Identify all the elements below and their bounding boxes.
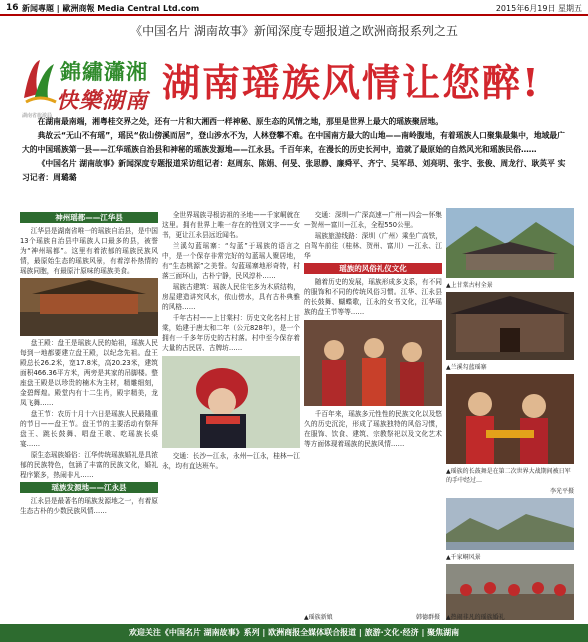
column-paragraph: 瑶族旅游线路：深圳（广州）乘坐广高铁，自驾车前往（桂林、贺州、富川）—江永、江华 xyxy=(304,232,442,260)
photo-credit: 韩德群摄 xyxy=(415,614,440,621)
section-heading-customs: 瑶族的风俗礼仪文化 xyxy=(304,263,442,274)
photo-caption: ▲瑶族新娘 xyxy=(304,614,333,621)
column-paragraph: 随着历史的发展，瑶族形成多支系，有不同的服饰和不同的传统风俗习惯。江华、江永县的长鼓舞、蝴蝶歌，江永的女书文化，江华瑶族的盘王节等等…… xyxy=(304,278,442,316)
series-subtitle: 《中国名片 湖南故事》新闻深度专题报道之欧洲商报系列之五 xyxy=(130,24,458,38)
article-column-3 xyxy=(304,210,442,450)
column-paragraph: 千年古村——上甘棠村：历史文化名村上甘棠，始建于唐太和二年（公元828年），是一个拥有一千多年历史的古村落。村中至今保存着大量的古民居、古牌坊…… xyxy=(162,314,300,352)
column-paragraph: 盘王节：农历十月十六日是瑶族人民最隆重的节日——盘王节。盘王节的主要活动有祭拜盘王、跳长鼓舞、唱盘王歌、吃瑶族长桌宴…… xyxy=(20,410,158,448)
logo-line-3: 湖南省旅游局 xyxy=(22,113,53,119)
footer-banner: 欢迎关注《中国名片 湖南故事》系列 | 欧洲商报全媒体联合报道 | 旅游·文化·经济 | 聚焦湖南 xyxy=(0,624,588,642)
column-paragraph: 千百年来，瑶族多元性性的民族文化以及悠久的历史沉淀，形成了瑶族独特的风俗习惯，在服饰、饮食、建筑、宗教祭祀以及文化艺术等方面体现着瑶族的民族风情…… xyxy=(304,410,442,448)
photo-shangganta xyxy=(446,208,574,278)
inline-photo-panwang xyxy=(20,278,158,336)
lead-paragraph: 在湖南最南端，湘粤桂交界之处，还有一片和大湘西一样神秘、原生态的风情之地，那里是世界上最大的瑶族聚居地。 xyxy=(37,117,444,126)
top-bar xyxy=(0,0,588,16)
photo-caption: ▲千家峒风景 xyxy=(446,554,481,561)
column-paragraph: 全世界瑶族寻根访祖的圣地——千家峒就在这里。拥有世界上唯一存在的性别文字——女书，更让江永县远近闻名。 xyxy=(162,211,300,239)
column-paragraph: 瑶族古建筑：瑶族人民住宅多为木质结构，房屋建造讲究风水，依山傍水，具有古朴典雅的风格…… xyxy=(162,283,300,311)
logo-mark-icon xyxy=(20,54,60,110)
headline: 湖南瑶族风情让您醉! xyxy=(162,60,541,105)
column-paragraph: 交通：深圳—广深高速—广州—四会—怀集—贺州—富川—江永，全程550公里。 xyxy=(304,211,442,229)
section-heading-jianghua: 神州瑶都——江华县 xyxy=(20,212,158,223)
photo-long-drum-dance xyxy=(446,374,574,464)
photo-caption: ▲瑶族的长鼓舞是在第二次世界大战期间被日军的手中经过… xyxy=(446,468,571,484)
lead-paragraph: 《中国名片 湖南故事》新闻深度专题报道采访组记者：赵周东、陈娟、何旻、张思静、廉舜平、齐宁、吴军昂、刘亮明、张宇、张俊、周龙行、耿英平 实习记者：周璐璐 xyxy=(22,159,566,182)
column-paragraph: 兰溪勾蓝瑶寨：“勾蓝”于瑶族的语言之中，是一个保存非常完好的勾蓝瑶人聚居地，有“生态桃源”之美誉。勾蓝瑶寨地形奇特，村落三面环山，古朴宁静，民风淳朴…… xyxy=(162,242,300,280)
issue-date: 2015年6月19日 星期五 xyxy=(495,4,582,13)
lead-paragraph: 典故云“无山不有瑶”，瑶民“依山傍溪而居”，登山涉水不为，人林登攀不难。在中国南方最大的山地——南岭腹地，有着瑶族人口聚集最集中，地域最广大的中国瑶族第一县——江华瑶族自治县和神秘的瑶族发源地——江永县。千百年来，在漫长的历史长河中，造就了最原始的自然风光和瑶族民俗…… xyxy=(22,131,565,154)
photo-caption: ▲兰溪勾蓝瑶寨 xyxy=(446,364,487,371)
article-column-1 xyxy=(20,210,158,517)
column-paragraph: 江永县是最著名的瑶族发源地之一，有着原生态古朴的少数民族风情…… xyxy=(20,497,158,515)
article-column-2 xyxy=(162,210,300,472)
page-number: 16 xyxy=(6,3,19,13)
lead-paragraphs xyxy=(22,115,570,185)
column-paragraph: 交通：长沙—江永，永州—江永，桂林—江永，均有直达班车。 xyxy=(162,452,300,470)
logo-line-2: 快樂湖南 xyxy=(56,89,149,114)
photo-credit: 李光平摄 xyxy=(549,488,574,495)
inline-photo-dance xyxy=(304,320,442,406)
section-name: 新闻專題 | 歐洲商報 Media Central Ltd.com xyxy=(22,4,200,13)
photo-goulan xyxy=(446,292,574,360)
hunan-tourism-logo xyxy=(20,52,158,124)
column-paragraph: 江华县是湖南省唯一的瑶族自治县，是中国13个瑶族自治县中瑶族人口最多的县，被誉为“神州瑶都”。这里有着浓郁的瑶族民族风情，最原始生态的瑶族风景，有着淳朴热情的瑶族同胞，有最原汁原味的瑶族美食。 xyxy=(20,227,158,275)
column-paragraph: 盘王殿：盘王是瑶族人民的始祖，瑶族人民每到一地都要建立盘王殿，以纪念先祖。盘王殿总长26.2米，宽17.8米，高20.23米，建筑面积466.36平方米，两旁是其家的吊脚楼。整座盘王殿是以珍贵的楠木为主材，精雕细刻，金碧辉煌。殿堂内有十二生肖，殿宇精美，龙凤飞舞…… xyxy=(20,339,158,407)
inline-photo-yao-girl xyxy=(162,356,300,448)
section-heading-jiangyong: 瑶族发源地——江永县 xyxy=(20,482,158,493)
photo-caption: ▲上甘棠古村全景 xyxy=(446,282,493,289)
logo-line-1: 錦繡瀟湘 xyxy=(60,60,148,84)
photo-qianjiadong xyxy=(446,498,574,550)
photo-caption: ▲热闹非凡的瑶族婚礼 xyxy=(446,614,505,621)
column-paragraph: 原生态瑶族婚俗：江华传统瑶族婚礼是具浓郁的民族特色，包涵了丰富的民族文化，婚礼程序繁多，热闹非凡…… xyxy=(20,451,158,479)
